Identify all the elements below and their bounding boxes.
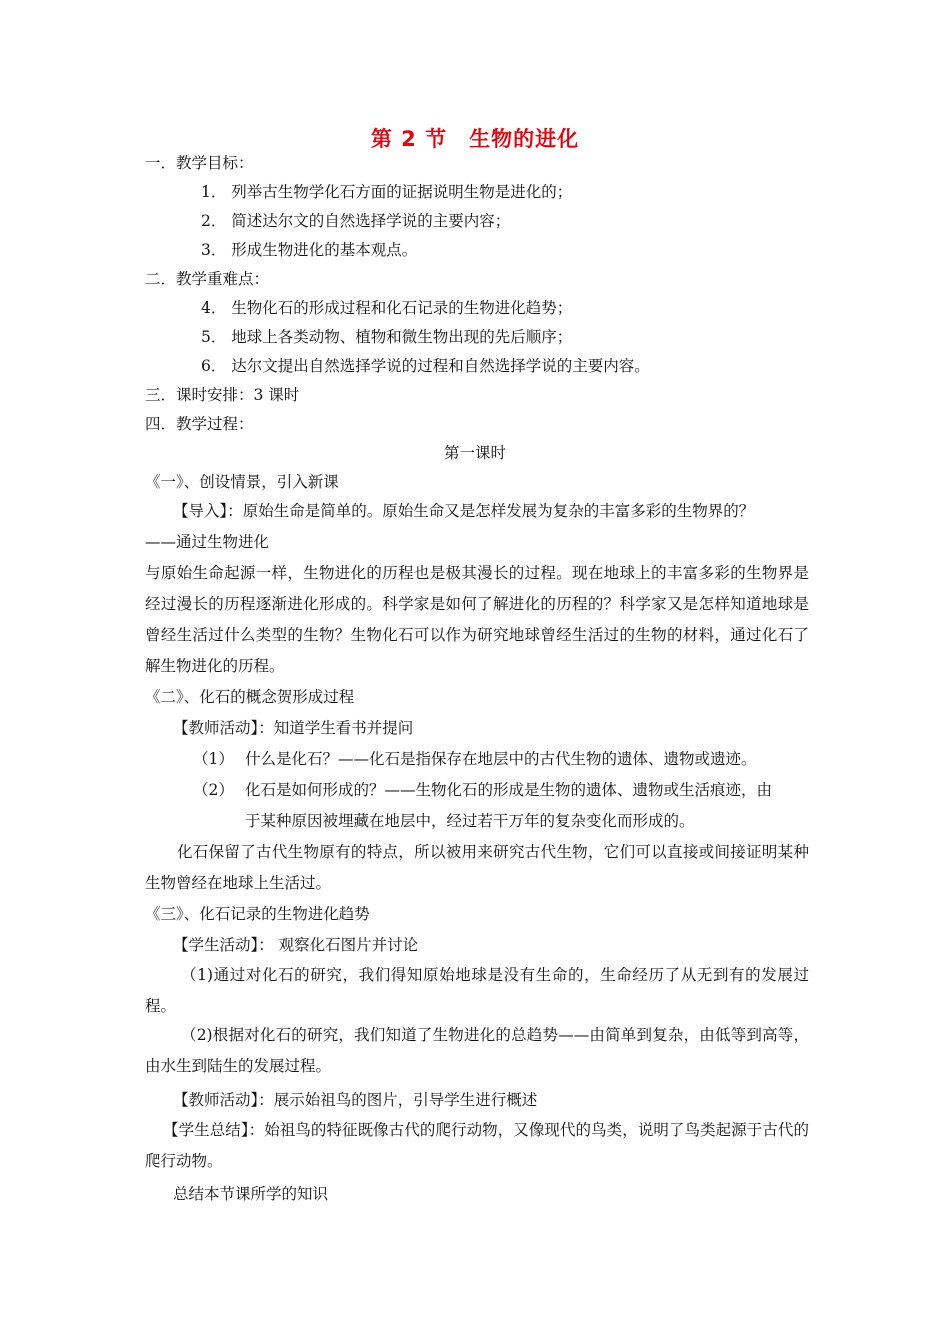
keypoint-item-4: 4． 生物化石的形成过程和化石记录的生物进化趋势； [201,299,573,317]
objective-item-2: 2． 简述达尔文的自然选择学说的主要内容； [201,212,511,230]
section-1-heading: 一．教学目标： [145,154,254,172]
objective-item-1: 1． 列举古生物学化石方面的证据说明生物是进化的； [201,183,573,201]
question-1-number: （1） [193,750,234,768]
objective-item-3: 3． 形成生物进化的基本观点。 [201,241,418,259]
part-3-heading: 《三》、化石记录的生物进化趋势 [145,905,370,923]
part-2-heading: 《二》、化石的概念贺形成过程 [145,688,355,706]
part-1-dash-line: ——通过生物进化 [145,533,270,551]
keypoint-item-5: 5． 地球上各类动物、植物和微生物出现的先后顺序； [201,328,573,346]
question-2-text-line-1: 化石是如何形成的？——生物化石的形成是生物的遗体、遗物或生活痕迹，由 [245,781,773,799]
page-title: 第 2 节 生物的进化 [370,127,580,151]
section-4-heading: 四．教学过程： [145,415,254,433]
part-3-paragraph-2: （2)根据对化石的研究，我们知道了生物进化的总趋势——由简单到复杂，由低等到高等，由水生到陆生的发展过程。 [145,1026,809,1075]
part-2-teacher-activity: 【教师活动】：知道学生看书并提问 [173,719,414,737]
part-3-student-activity: 【学生活动】： 观察化石图片并讨论 [173,936,419,954]
closing-summary: 总结本节课所学的知识 [173,1185,329,1203]
section-3-schedule: 三．课时安排：3 课时 [145,386,300,404]
part-3-paragraph-1: （1)通过对化石的研究，我们得知原始地球是没有生命的，生命经历了从无到有的发展过程。 [145,966,809,1015]
keypoint-item-6: 6． 达尔文提出自然选择学说的过程和自然选择学说的主要内容。 [201,357,650,375]
part-2-paragraph: 化石保留了古代生物原有的特点，所以被用来研究古代生物，它们可以直接或间接证明某种生物曾经在地球上生活过。 [145,843,809,892]
part-1-heading: 《一》、创设情景，引入新课 [145,473,339,491]
lesson-label: 第一课时 [443,444,506,462]
student-summary: 【学生总结】：始祖鸟的特征既像古代的爬行动物，又像现代的鸟类，说明了鸟类起源于古代的爬行动物。 [145,1121,809,1170]
question-2-number: （2） [193,781,234,799]
section-2-heading: 二．教学重难点： [145,270,270,288]
part-1-paragraph: 与原始生命起源一样，生物进化的历程也是极其漫长的过程。现在地球上的丰富多彩的生物界是经过漫长的历程逐渐进化形成的。科学家是如何了解进化的历程的？科学家又是怎样知道地球是曾经生活过什么类型的生物？生物化石可以作为研究地球曾经生活过的生物的材料，通过化石了解生物进化的历程。 [145,564,809,675]
question-1-text: 什么是化石？——化石是指保存在地层中的古代生物的遗体、遗物或遗迹。 [245,750,757,768]
part-1-intro: 【导入】：原始生命是简单的。原始生命又是怎样发展为复杂的丰富多彩的生物界的？ [173,502,755,520]
part-3-teacher-activity: 【教师活动】：展示始祖鸟的图片，引导学生进行概述 [173,1091,538,1109]
question-2-text-line-2: 于某种原因被埋藏在地层中，经过若干万年的复杂变化而形成的。 [245,812,695,830]
